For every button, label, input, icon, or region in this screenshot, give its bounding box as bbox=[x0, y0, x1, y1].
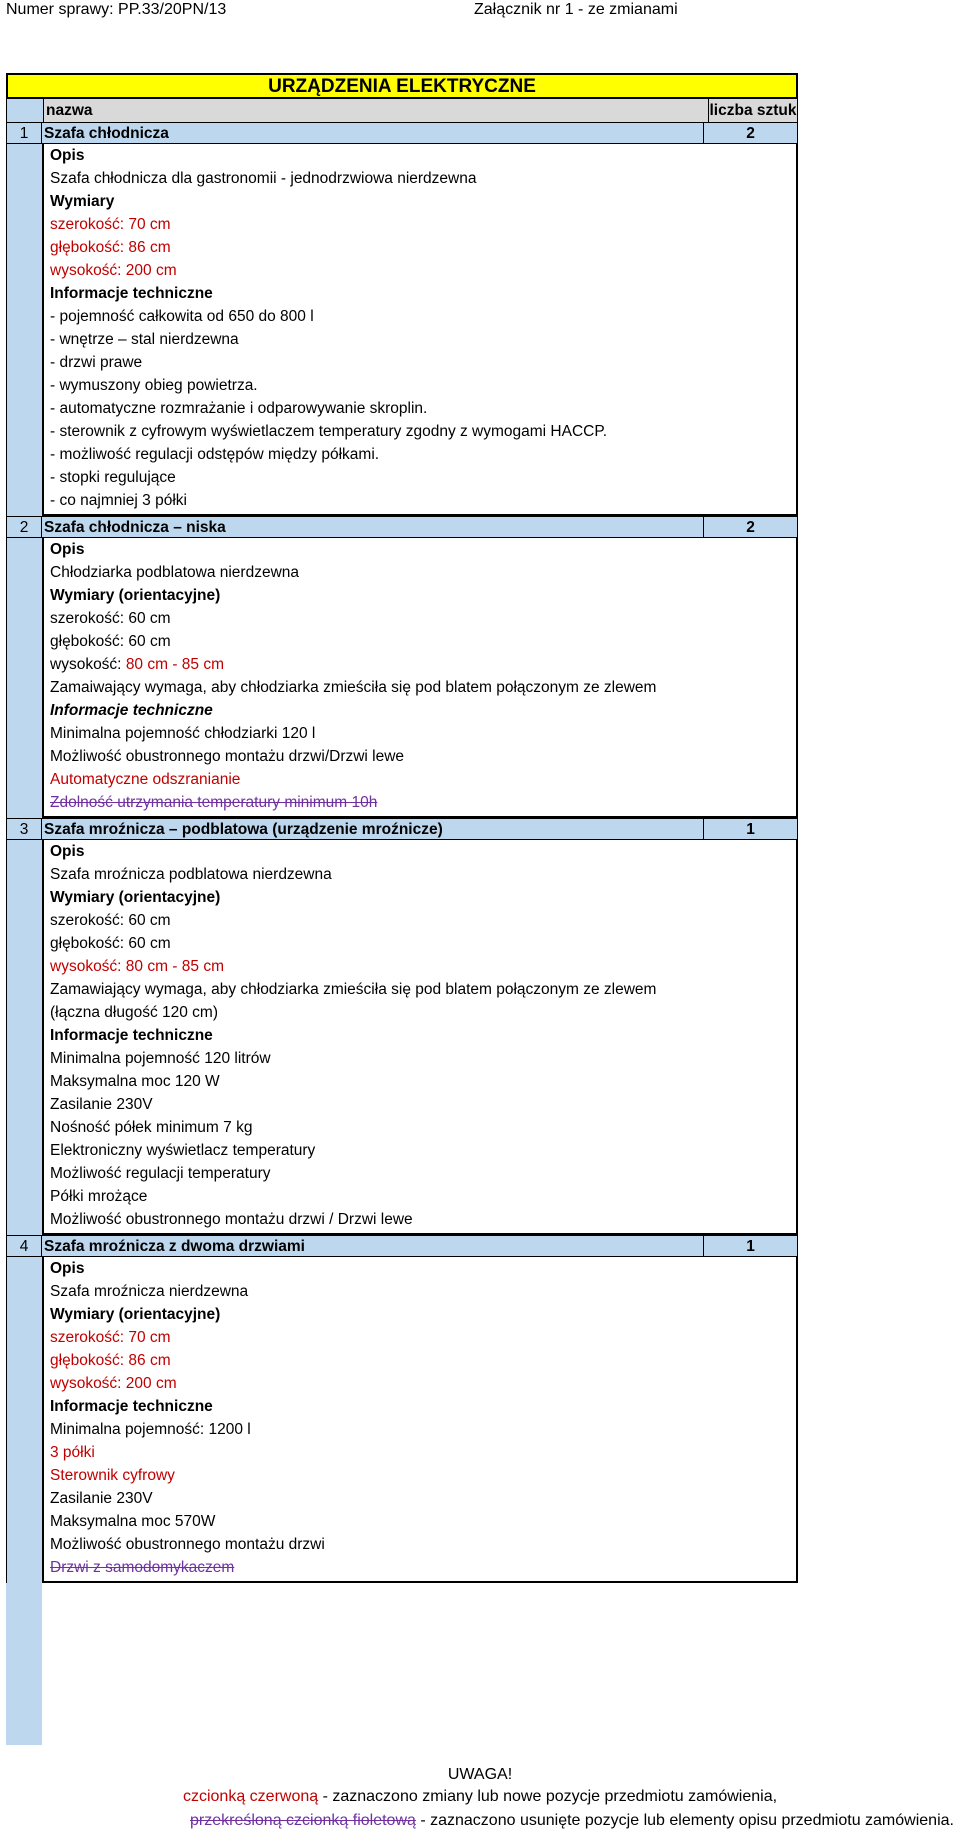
description-line bbox=[50, 607, 796, 630]
description-text: - pojemność całkowita od 650 do 800 l bbox=[50, 308, 314, 325]
item-quantity: 2 bbox=[704, 516, 798, 538]
description-text: Minimalna pojemność 120 litrów bbox=[50, 1050, 271, 1067]
description-line bbox=[50, 1418, 796, 1441]
description-text: głębokość: 60 cm bbox=[50, 935, 171, 952]
item-description bbox=[42, 840, 798, 1235]
description-line bbox=[50, 978, 796, 1001]
description-line bbox=[50, 1257, 796, 1280]
description-text: - wymuszony obieg powietrza. bbox=[50, 377, 258, 394]
description-text: Szafa mroźnicza nierdzewna bbox=[50, 1283, 249, 1300]
description-text: wysokość: 80 cm - 85 cm bbox=[50, 958, 224, 975]
item-quantity: 1 bbox=[704, 1235, 798, 1257]
strike-legend-label: przekreśloną czcionką fioletową bbox=[190, 1812, 416, 1829]
description-text: (łączna długość 120 cm) bbox=[50, 1004, 218, 1021]
index-column-cell bbox=[6, 144, 42, 516]
description-text: Możliwość regulacji temperatury bbox=[50, 1165, 271, 1182]
description-line bbox=[50, 1510, 796, 1533]
description-line bbox=[50, 305, 796, 328]
footer-red-legend bbox=[0, 1788, 960, 1806]
item-quantity: 2 bbox=[704, 122, 798, 144]
name-column-header: nazwa bbox=[44, 99, 709, 122]
description-text: Chłodziarka podblatowa nierdzewna bbox=[50, 564, 300, 581]
description-text: szerokość: 60 cm bbox=[50, 610, 171, 627]
description-text: wysokość: 200 cm bbox=[50, 262, 177, 279]
description-text: głębokość: 86 cm bbox=[50, 1352, 171, 1369]
description-text: Wymiary bbox=[50, 193, 115, 210]
description-text: Możliwość obustronnego montażu drzwi/Drzwi lewe bbox=[50, 748, 405, 765]
item-name: Szafa chłodnicza – niska bbox=[42, 516, 704, 538]
description-text: Minimalna pojemność: 1200 l bbox=[50, 1421, 251, 1438]
description-line bbox=[50, 167, 796, 190]
case-number: Numer sprawy: PP.33/20PN/13 bbox=[6, 1, 227, 18]
description-text: Sterownik cyfrowy bbox=[50, 1467, 175, 1484]
description-line bbox=[50, 328, 796, 351]
description-line bbox=[50, 1139, 796, 1162]
item-quantity: 1 bbox=[704, 818, 798, 840]
description-text: Wymiary (orientacyjne) bbox=[50, 1306, 221, 1323]
item-name: Szafa mroźnicza z dwoma drzwiami bbox=[42, 1235, 704, 1257]
description-line bbox=[50, 722, 796, 745]
description-text: Wymiary (orientacyjne) bbox=[50, 889, 221, 906]
description-line bbox=[50, 1047, 796, 1070]
item-index: 1 bbox=[6, 122, 42, 144]
index-column-filler bbox=[6, 1583, 42, 1745]
item-index: 4 bbox=[6, 1235, 42, 1257]
description-line bbox=[50, 1556, 796, 1579]
description-text: Zdolność utrzymania temperatury minimum 10h bbox=[50, 794, 378, 811]
item-description-block bbox=[6, 144, 798, 516]
description-line bbox=[50, 561, 796, 584]
description-text: Wymiary (orientacyjne) bbox=[50, 587, 221, 604]
description-text: - możliwość regulacji odstępów między półkami. bbox=[50, 446, 380, 463]
attachment-label: Załącznik nr 1 - ze zmianami bbox=[474, 1, 678, 18]
description-line bbox=[50, 1349, 796, 1372]
description-text: Minimalna pojemność chłodziarki 120 l bbox=[50, 725, 316, 742]
description-text: Maksymalna moc 120 W bbox=[50, 1073, 220, 1090]
item-name: Szafa chłodnicza bbox=[42, 122, 704, 144]
description-line bbox=[50, 1533, 796, 1556]
description-text: Informacje techniczne bbox=[50, 1027, 213, 1044]
description-line bbox=[50, 863, 796, 886]
description-line bbox=[50, 955, 796, 978]
description-text: Informacje techniczne bbox=[50, 285, 213, 302]
item-description bbox=[42, 144, 798, 516]
index-column-cell bbox=[6, 840, 42, 1235]
description-line bbox=[50, 1280, 796, 1303]
description-text: - drzwi prawe bbox=[50, 354, 143, 371]
item-name: Szafa mroźnicza – podblatowa (urządzenie mroźnicze) bbox=[42, 818, 704, 840]
description-line bbox=[50, 1093, 796, 1116]
description-line bbox=[50, 630, 796, 653]
item-header-row bbox=[6, 122, 798, 144]
index-column-cell bbox=[6, 538, 42, 818]
description-text: - stopki regulujące bbox=[50, 469, 176, 486]
item-description bbox=[42, 538, 798, 818]
description-text: Zamaiwający wymaga, aby chłodziarka zmieściła się pod blatem połączonym ze zlewem bbox=[50, 679, 657, 696]
description-text: - co najmniej 3 półki bbox=[50, 492, 187, 509]
quantity-column-header: liczba sztuk bbox=[709, 99, 797, 122]
description-text: Zamawiający wymaga, aby chłodziarka zmieściła się pod blatem połączonym ze zlewem bbox=[50, 981, 657, 998]
description-line bbox=[50, 653, 796, 676]
description-line bbox=[50, 1441, 796, 1464]
description-line bbox=[50, 282, 796, 305]
strike-legend-description: - zaznaczono usunięte pozycje lub elementy opisu przedmiotu zamówienia. bbox=[415, 1812, 954, 1829]
description-text: Nośność półek minimum 7 kg bbox=[50, 1119, 253, 1136]
description-line bbox=[50, 1185, 796, 1208]
description-text: Opis bbox=[50, 1260, 85, 1277]
red-legend-description: - zaznaczono zmiany lub nowe pozycje przedmiotu zamówienia, bbox=[318, 1788, 778, 1805]
description-line bbox=[50, 259, 796, 282]
items-container bbox=[6, 122, 798, 1583]
index-column-cell bbox=[6, 1257, 42, 1583]
description-line bbox=[50, 932, 796, 955]
description-line bbox=[50, 397, 796, 420]
description-line bbox=[50, 699, 796, 722]
description-line bbox=[50, 538, 796, 561]
index-column-header bbox=[7, 99, 44, 122]
description-line bbox=[50, 676, 796, 699]
description-line bbox=[50, 584, 796, 607]
description-text: Możliwość obustronnego montażu drzwi bbox=[50, 1536, 325, 1553]
description-line bbox=[50, 443, 796, 466]
description-line bbox=[50, 886, 796, 909]
equipment-table bbox=[6, 73, 798, 1745]
description-text: Szafa mroźnicza podblatowa nierdzewna bbox=[50, 866, 332, 883]
description-line bbox=[50, 1372, 796, 1395]
description-text: - wnętrze – stal nierdzewna bbox=[50, 331, 239, 348]
description-line bbox=[50, 791, 796, 814]
description-text: głębokość: 86 cm bbox=[50, 239, 171, 256]
description-text: szerokość: 70 cm bbox=[50, 1329, 171, 1346]
item-description-block bbox=[6, 538, 798, 818]
description-line bbox=[50, 1208, 796, 1231]
description-text: głębokość: 60 cm bbox=[50, 633, 171, 650]
description-line bbox=[50, 768, 796, 791]
item-description bbox=[42, 1257, 798, 1583]
item-header-row bbox=[6, 1235, 798, 1257]
description-line bbox=[50, 1116, 796, 1139]
description-text: wysokość: 200 cm bbox=[50, 1375, 177, 1392]
item-header-row bbox=[6, 516, 798, 538]
description-text: Informacje techniczne bbox=[50, 702, 213, 719]
description-line bbox=[50, 1464, 796, 1487]
description-line bbox=[50, 236, 796, 259]
description-line bbox=[50, 840, 796, 863]
item-index: 3 bbox=[6, 818, 42, 840]
description-text: Opis bbox=[50, 843, 85, 860]
description-line bbox=[50, 466, 796, 489]
description-text: Elektroniczny wyświetlacz temperatury bbox=[50, 1142, 316, 1159]
footer-strike-legend bbox=[190, 1812, 954, 1830]
description-line bbox=[50, 420, 796, 443]
description-line bbox=[50, 213, 796, 236]
description-text: Informacje techniczne bbox=[50, 1398, 213, 1415]
description-line bbox=[50, 1303, 796, 1326]
description-line bbox=[50, 909, 796, 932]
description-text: - sterownik z cyfrowym wyświetlaczem temperatury zgodny z wymogami HACCP. bbox=[50, 423, 608, 440]
description-text: Opis bbox=[50, 541, 85, 558]
description-text: Możliwość obustronnego montażu drzwi / Drzwi lewe bbox=[50, 1211, 413, 1228]
description-line bbox=[50, 1395, 796, 1418]
description-line bbox=[50, 374, 796, 397]
footer-warning: UWAGA! bbox=[447, 1766, 513, 1783]
description-line bbox=[50, 144, 796, 167]
changed-value-text: 80 cm - 85 cm bbox=[125, 656, 225, 673]
description-line bbox=[50, 190, 796, 213]
item-description-block bbox=[6, 1257, 798, 1583]
description-text: Automatyczne odszranianie bbox=[50, 771, 241, 788]
description-text: Maksymalna moc 570W bbox=[50, 1513, 216, 1530]
description-line bbox=[50, 1001, 796, 1024]
description-line bbox=[50, 1162, 796, 1185]
column-header-row bbox=[6, 99, 798, 122]
item-index: 2 bbox=[6, 516, 42, 538]
description-text: Opis bbox=[50, 147, 85, 164]
description-line bbox=[50, 351, 796, 374]
item-description-block bbox=[6, 840, 798, 1235]
description-text: Szafa chłodnicza dla gastronomii - jednodrzwiowa nierdzewna bbox=[50, 170, 477, 187]
description-line bbox=[50, 1326, 796, 1349]
description-text: 3 półki bbox=[50, 1444, 95, 1461]
description-text: szerokość: 60 cm bbox=[50, 912, 171, 929]
description-text: wysokość: bbox=[50, 656, 126, 673]
description-text: Drzwi z samodomykaczem bbox=[50, 1559, 235, 1576]
description-line bbox=[50, 745, 796, 768]
description-line bbox=[50, 1024, 796, 1047]
description-text: Zasilanie 230V bbox=[50, 1096, 153, 1113]
description-line bbox=[50, 1487, 796, 1510]
red-legend-label: czcionką czerwoną bbox=[182, 1788, 319, 1805]
description-text: Półki mrożące bbox=[50, 1188, 148, 1205]
description-line bbox=[50, 1070, 796, 1093]
table-title: URZĄDZENIA ELEKTRYCZNE bbox=[6, 73, 798, 99]
description-text: szerokość: 70 cm bbox=[50, 216, 171, 233]
description-line bbox=[50, 489, 796, 512]
description-text: - automatyczne rozmrażanie i odparowywanie skroplin. bbox=[50, 400, 428, 417]
description-text: Zasilanie 230V bbox=[50, 1490, 153, 1507]
item-header-row bbox=[6, 818, 798, 840]
